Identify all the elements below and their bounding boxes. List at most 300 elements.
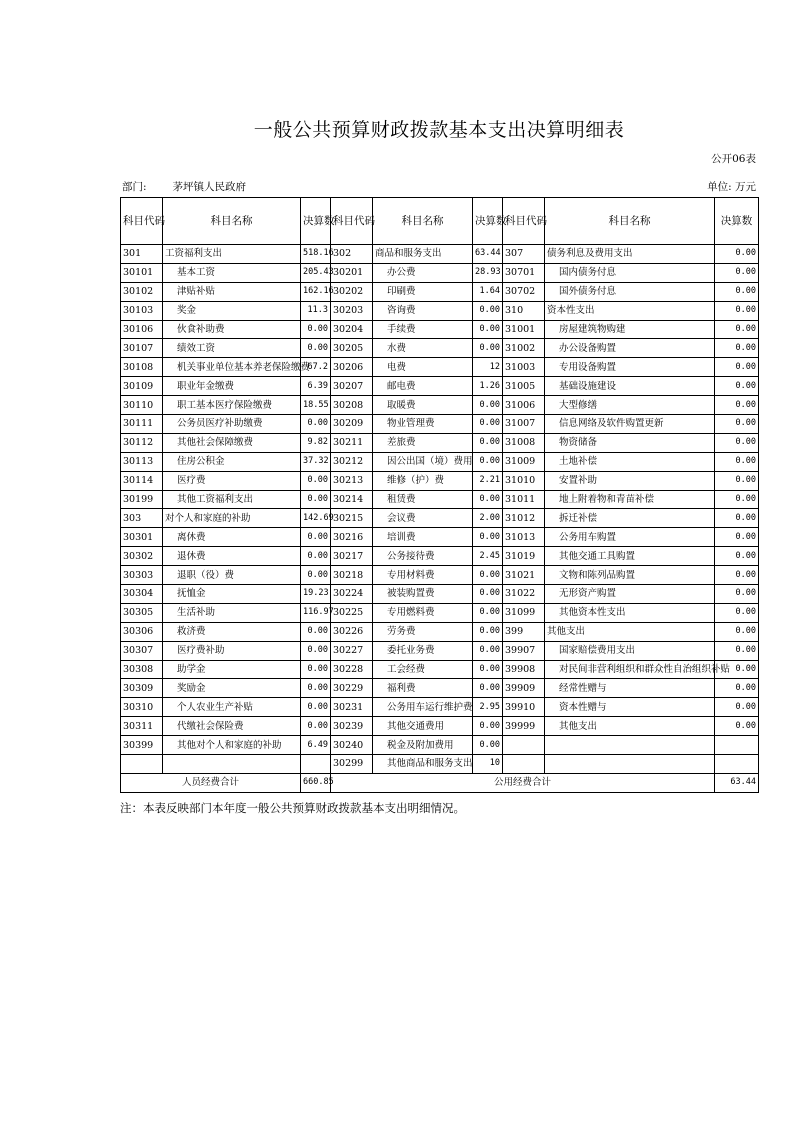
amount-cell: 0.00 xyxy=(301,698,331,717)
subject-name-cell: 公务员医疗补助缴费 xyxy=(163,415,301,434)
amount-cell: 0.00 xyxy=(715,698,759,717)
table-row xyxy=(121,660,759,679)
subject-code-cell: 30215 xyxy=(331,509,373,528)
subject-name-cell: 无形资产购置 xyxy=(545,585,715,604)
amount-cell: 0.00 xyxy=(473,339,503,358)
subject-name-cell: 咨询费 xyxy=(373,301,473,320)
table-row xyxy=(121,471,759,490)
subject-name-cell: 工会经费 xyxy=(373,660,473,679)
subject-name-cell: 公务用车运行维护费 xyxy=(373,698,473,717)
subject-name-cell: 伙食补助费 xyxy=(163,320,301,339)
subject-name-cell: 信息网络及软件购置更新 xyxy=(545,415,715,434)
amount-cell: 0.00 xyxy=(715,433,759,452)
subject-code-cell: 31011 xyxy=(503,490,545,509)
subject-code-cell: 307 xyxy=(503,245,545,264)
subject-code-cell: 30307 xyxy=(121,641,163,660)
subject-code-cell: 30309 xyxy=(121,679,163,698)
personnel-total-label: 人员经费合计 xyxy=(121,773,301,792)
subject-code-cell: 31001 xyxy=(503,320,545,339)
amount-cell: 0.00 xyxy=(301,717,331,736)
table-row xyxy=(121,509,759,528)
table-row xyxy=(121,566,759,585)
table-row xyxy=(121,358,759,377)
subject-name-cell: 劳务费 xyxy=(373,622,473,641)
amount-cell: 0.00 xyxy=(473,679,503,698)
subject-code-cell xyxy=(503,736,545,755)
subject-name-cell: 生活补助 xyxy=(163,603,301,622)
subject-code-cell: 31099 xyxy=(503,603,545,622)
subject-code-cell: 30203 xyxy=(331,301,373,320)
subject-name-cell: 租赁费 xyxy=(373,490,473,509)
subject-code-cell: 301 xyxy=(121,245,163,264)
subject-name-cell: 其他支出 xyxy=(545,717,715,736)
subject-name-cell: 其他工资福利支出 xyxy=(163,490,301,509)
subject-code-cell: 30311 xyxy=(121,717,163,736)
table-row xyxy=(121,698,759,717)
table-row xyxy=(121,585,759,604)
subject-name-cell: 物业管理费 xyxy=(373,415,473,434)
subject-name-cell: 专用设备购置 xyxy=(545,358,715,377)
amount-cell: 0.00 xyxy=(473,396,503,415)
subject-code-cell: 302 xyxy=(331,245,373,264)
table-row xyxy=(121,603,759,622)
table-row xyxy=(121,396,759,415)
subject-name-cell: 商品和服务支出 xyxy=(373,245,473,264)
subject-name-cell: 基本工资 xyxy=(163,263,301,282)
subject-code-cell: 31021 xyxy=(503,566,545,585)
subject-code-cell: 31022 xyxy=(503,585,545,604)
amount-cell: 18.55 xyxy=(301,396,331,415)
table-row xyxy=(121,717,759,736)
amount-cell: 6.49 xyxy=(301,736,331,755)
totals-row xyxy=(121,773,759,792)
amount-cell: 0.00 xyxy=(301,415,331,434)
subject-name-cell: 机关事业单位基本养老保险缴费 xyxy=(163,358,301,377)
amount-cell: 0.00 xyxy=(301,660,331,679)
subject-name-cell: 经常性赠与 xyxy=(545,679,715,698)
amount-cell: 0.00 xyxy=(715,490,759,509)
subject-code-cell: 31012 xyxy=(503,509,545,528)
subject-name-cell: 税金及附加费用 xyxy=(373,736,473,755)
amount-cell: 0.00 xyxy=(473,641,503,660)
personnel-total-value: 660.85 xyxy=(301,773,331,792)
amount-cell: 0.00 xyxy=(715,603,759,622)
table-row xyxy=(121,528,759,547)
subject-name-cell: 专用燃料费 xyxy=(373,603,473,622)
subject-name-cell: 因公出国（境）费用 xyxy=(373,452,473,471)
table-header-row xyxy=(121,198,759,245)
subject-code-cell: 31007 xyxy=(503,415,545,434)
department-line xyxy=(122,179,246,194)
subject-name-cell: 专用材料费 xyxy=(373,566,473,585)
public-total-label: 公用经费合计 xyxy=(331,773,715,792)
amount-cell: 0.00 xyxy=(715,717,759,736)
subject-code-cell: 30229 xyxy=(331,679,373,698)
subject-name-cell: 安置补助 xyxy=(545,471,715,490)
unit-label: 单位: 万元 xyxy=(707,181,756,193)
amount-cell: 205.43 xyxy=(301,263,331,282)
amount-cell: 0.00 xyxy=(715,509,759,528)
subject-code-cell: 30199 xyxy=(121,490,163,509)
amount-cell: 0.00 xyxy=(715,358,759,377)
subject-name-cell: 其他交通费用 xyxy=(373,717,473,736)
subject-name-cell: 津贴补贴 xyxy=(163,282,301,301)
amount-cell: 0.00 xyxy=(715,339,759,358)
subject-code-cell: 30114 xyxy=(121,471,163,490)
table-row xyxy=(121,679,759,698)
amount-cell: 0.00 xyxy=(301,320,331,339)
amount-cell: 0.00 xyxy=(715,679,759,698)
amount-cell: 0.00 xyxy=(473,660,503,679)
table-row xyxy=(121,755,759,774)
subject-code-cell: 30702 xyxy=(503,282,545,301)
table-row xyxy=(121,490,759,509)
subject-name-cell xyxy=(545,736,715,755)
amount-cell: 0.00 xyxy=(715,320,759,339)
amount-cell: 0.00 xyxy=(301,679,331,698)
subject-name-cell: 其他商品和服务支出 xyxy=(373,755,473,774)
subject-name-cell: 国内债务付息 xyxy=(545,263,715,282)
amount-cell: 2.95 xyxy=(473,698,503,717)
amount-cell: 19.23 xyxy=(301,585,331,604)
subject-name-cell: 取暖费 xyxy=(373,396,473,415)
amount-cell: 11.3 xyxy=(301,301,331,320)
table-row xyxy=(121,339,759,358)
subject-code-cell: 30101 xyxy=(121,263,163,282)
subject-code-cell: 30110 xyxy=(121,396,163,415)
subject-name-cell: 个人农业生产补贴 xyxy=(163,698,301,717)
subject-code-cell: 30306 xyxy=(121,622,163,641)
subject-code-cell: 30202 xyxy=(331,282,373,301)
subject-name-cell: 其他资本性支出 xyxy=(545,603,715,622)
subject-code-cell: 30224 xyxy=(331,585,373,604)
subject-code-cell: 30102 xyxy=(121,282,163,301)
amount-cell: 0.00 xyxy=(301,490,331,509)
subject-name-cell: 对个人和家庭的补助 xyxy=(163,509,301,528)
subject-code-cell: 310 xyxy=(503,301,545,320)
amount-cell: 2.21 xyxy=(473,471,503,490)
header-amount: 决算数 xyxy=(301,198,331,245)
subject-code-cell: 30227 xyxy=(331,641,373,660)
subject-code-cell: 31009 xyxy=(503,452,545,471)
amount-cell: 28.93 xyxy=(473,263,503,282)
amount-cell: 0.00 xyxy=(473,415,503,434)
amount-cell: 1.26 xyxy=(473,377,503,396)
subject-code-cell: 39908 xyxy=(503,660,545,679)
subject-name-cell: 绩效工资 xyxy=(163,339,301,358)
subject-name-cell: 救济费 xyxy=(163,622,301,641)
amount-cell: 0.00 xyxy=(301,471,331,490)
subject-name-cell: 资本性支出 xyxy=(545,301,715,320)
subject-name-cell: 办公设备购置 xyxy=(545,339,715,358)
amount-cell: 162.16 xyxy=(301,282,331,301)
header-amount: 决算数 xyxy=(715,198,759,245)
amount-cell: 2.45 xyxy=(473,547,503,566)
subject-code-cell xyxy=(503,755,545,774)
subject-name-cell: 水费 xyxy=(373,339,473,358)
header-code: 科目代码 xyxy=(121,198,163,245)
amount-cell: 0.00 xyxy=(715,585,759,604)
subject-code-cell: 31005 xyxy=(503,377,545,396)
header-code: 科目代码 xyxy=(503,198,545,245)
amount-cell: 12 xyxy=(473,358,503,377)
subject-name-cell: 其他社会保障缴费 xyxy=(163,433,301,452)
subject-code-cell: 31013 xyxy=(503,528,545,547)
subject-name-cell: 文物和陈列品购置 xyxy=(545,566,715,585)
subject-name-cell: 住房公积金 xyxy=(163,452,301,471)
subject-code-cell: 31008 xyxy=(503,433,545,452)
subject-code-cell: 30206 xyxy=(331,358,373,377)
subject-name-cell: 委托业务费 xyxy=(373,641,473,660)
amount-cell: 6.39 xyxy=(301,377,331,396)
subject-code-cell: 31006 xyxy=(503,396,545,415)
subject-code-cell: 39910 xyxy=(503,698,545,717)
subject-code-cell: 30106 xyxy=(121,320,163,339)
subject-name-cell: 退职（役）费 xyxy=(163,566,301,585)
form-number: 公开06表 xyxy=(711,153,756,165)
subject-code-cell: 30701 xyxy=(503,263,545,282)
subject-name-cell: 其他支出 xyxy=(545,622,715,641)
subject-code-cell: 30207 xyxy=(331,377,373,396)
amount-cell: 0.00 xyxy=(473,452,503,471)
subject-name-cell: 医疗费补助 xyxy=(163,641,301,660)
amount-cell: 0.00 xyxy=(473,566,503,585)
subject-code-cell: 39909 xyxy=(503,679,545,698)
subject-code-cell: 31003 xyxy=(503,358,545,377)
report-title: 一般公共预算财政拨款基本支出决算明细表 xyxy=(253,119,625,141)
subject-name-cell: 国外债务付息 xyxy=(545,282,715,301)
subject-code-cell: 30205 xyxy=(331,339,373,358)
amount-cell: 0.00 xyxy=(473,603,503,622)
subject-name-cell: 奖励金 xyxy=(163,679,301,698)
amount-cell: 0.00 xyxy=(715,245,759,264)
amount-cell: 116.97 xyxy=(301,603,331,622)
header-name: 科目名称 xyxy=(373,198,473,245)
amount-cell: 0.00 xyxy=(715,301,759,320)
subject-code-cell: 30239 xyxy=(331,717,373,736)
amount-cell xyxy=(715,736,759,755)
subject-name-cell: 工资福利支出 xyxy=(163,245,301,264)
amount-cell xyxy=(301,755,331,774)
amount-cell: 0.00 xyxy=(473,622,503,641)
subject-code-cell: 30308 xyxy=(121,660,163,679)
subject-name-cell: 土地补偿 xyxy=(545,452,715,471)
subject-name-cell: 基础设施建设 xyxy=(545,377,715,396)
department-label: 部门: xyxy=(122,181,147,193)
subject-code-cell: 30109 xyxy=(121,377,163,396)
amount-cell: 1.64 xyxy=(473,282,503,301)
subject-code-cell: 30204 xyxy=(331,320,373,339)
subject-name-cell: 职业年金缴费 xyxy=(163,377,301,396)
subject-code-cell: 30211 xyxy=(331,433,373,452)
amount-cell: 0.00 xyxy=(473,528,503,547)
subject-name-cell: 离休费 xyxy=(163,528,301,547)
subject-name-cell: 维修（护）费 xyxy=(373,471,473,490)
subject-code-cell: 30302 xyxy=(121,547,163,566)
subject-name-cell: 其他对个人和家庭的补助 xyxy=(163,736,301,755)
amount-cell: 67.2 xyxy=(301,358,331,377)
subject-name-cell xyxy=(545,755,715,774)
subject-name-cell: 房屋建筑物购建 xyxy=(545,320,715,339)
amount-cell: 518.16 xyxy=(301,245,331,264)
subject-code-cell: 30111 xyxy=(121,415,163,434)
amount-cell: 0.00 xyxy=(715,566,759,585)
amount-cell: 0.00 xyxy=(715,471,759,490)
subject-name-cell: 大型修缮 xyxy=(545,396,715,415)
amount-cell: 9.82 xyxy=(301,433,331,452)
subject-name-cell: 国家赔偿费用支出 xyxy=(545,641,715,660)
subject-code-cell: 30304 xyxy=(121,585,163,604)
subject-code-cell: 31010 xyxy=(503,471,545,490)
subject-name-cell: 退休费 xyxy=(163,547,301,566)
amount-cell: 0.00 xyxy=(715,622,759,641)
subject-code-cell: 30208 xyxy=(331,396,373,415)
subject-name-cell: 培训费 xyxy=(373,528,473,547)
amount-cell: 0.00 xyxy=(301,528,331,547)
amount-cell: 0.00 xyxy=(301,641,331,660)
table-row xyxy=(121,622,759,641)
amount-cell: 0.00 xyxy=(473,301,503,320)
amount-cell: 10 xyxy=(473,755,503,774)
header-code: 科目代码 xyxy=(331,198,373,245)
table-row xyxy=(121,452,759,471)
department-value: 茅坪镇人民政府 xyxy=(172,181,247,193)
amount-cell: 0.00 xyxy=(301,622,331,641)
subject-code-cell: 30214 xyxy=(331,490,373,509)
amount-cell: 0.00 xyxy=(715,396,759,415)
table-row xyxy=(121,263,759,282)
subject-code-cell: 30209 xyxy=(331,415,373,434)
amount-cell: 0.00 xyxy=(473,585,503,604)
subject-code-cell: 30113 xyxy=(121,452,163,471)
subject-name-cell: 公务接待费 xyxy=(373,547,473,566)
amount-cell: 0.00 xyxy=(715,415,759,434)
table-row xyxy=(121,320,759,339)
subject-name-cell: 公务用车购置 xyxy=(545,528,715,547)
subject-name-cell: 助学金 xyxy=(163,660,301,679)
amount-cell: 0.00 xyxy=(715,282,759,301)
subject-code-cell: 399 xyxy=(503,622,545,641)
amount-cell: 0.00 xyxy=(715,263,759,282)
subject-name-cell: 其他交通工具购置 xyxy=(545,547,715,566)
table-row xyxy=(121,641,759,660)
subject-name-cell: 电费 xyxy=(373,358,473,377)
amount-cell: 0.00 xyxy=(715,641,759,660)
amount-cell: 0.00 xyxy=(301,339,331,358)
table-row xyxy=(121,282,759,301)
subject-name-cell: 印刷费 xyxy=(373,282,473,301)
subject-code-cell: 30112 xyxy=(121,433,163,452)
subject-code-cell: 30303 xyxy=(121,566,163,585)
subject-code-cell: 30216 xyxy=(331,528,373,547)
subject-name-cell: 抚恤金 xyxy=(163,585,301,604)
subject-code-cell: 39907 xyxy=(503,641,545,660)
amount-cell: 0.00 xyxy=(473,320,503,339)
amount-cell: 0.00 xyxy=(301,547,331,566)
table-row xyxy=(121,245,759,264)
header-name: 科目名称 xyxy=(545,198,715,245)
subject-code-cell: 30228 xyxy=(331,660,373,679)
subject-code-cell xyxy=(121,755,163,774)
subject-name-cell: 会议费 xyxy=(373,509,473,528)
subject-code-cell: 30231 xyxy=(331,698,373,717)
table-row xyxy=(121,301,759,320)
subject-name-cell: 被装购置费 xyxy=(373,585,473,604)
amount-cell: 142.69 xyxy=(301,509,331,528)
subject-name-cell: 福利费 xyxy=(373,679,473,698)
expense-detail-table xyxy=(120,197,759,793)
subject-name-cell: 职工基本医疗保险缴费 xyxy=(163,396,301,415)
header-amount: 决算数 xyxy=(473,198,503,245)
subject-name-cell: 邮电费 xyxy=(373,377,473,396)
subject-name-cell: 代缴社会保险费 xyxy=(163,717,301,736)
subject-code-cell: 30213 xyxy=(331,471,373,490)
public-total-value: 63.44 xyxy=(715,773,759,792)
subject-code-cell: 31002 xyxy=(503,339,545,358)
subject-code-cell: 30226 xyxy=(331,622,373,641)
subject-name-cell: 对民间非营利组织和群众性自治组织补贴 xyxy=(545,660,715,679)
amount-cell: 0.00 xyxy=(473,717,503,736)
table-row xyxy=(121,377,759,396)
amount-cell: 0.00 xyxy=(301,566,331,585)
subject-name-cell: 物资储备 xyxy=(545,433,715,452)
amount-cell: 37.32 xyxy=(301,452,331,471)
table-note: 注：本表反映部门本年度一般公共预算财政拨款基本支出明细情况。 xyxy=(120,801,465,815)
subject-code-cell: 30108 xyxy=(121,358,163,377)
subject-code-cell: 30299 xyxy=(331,755,373,774)
subject-code-cell: 303 xyxy=(121,509,163,528)
table-row xyxy=(121,547,759,566)
table-row xyxy=(121,433,759,452)
amount-cell: 0.00 xyxy=(473,433,503,452)
subject-code-cell: 30103 xyxy=(121,301,163,320)
amount-cell: 0.00 xyxy=(715,528,759,547)
subject-name-cell xyxy=(163,755,301,774)
subject-code-cell: 30305 xyxy=(121,603,163,622)
amount-cell: 0.00 xyxy=(715,452,759,471)
subject-name-cell: 债务利息及费用支出 xyxy=(545,245,715,264)
table-row xyxy=(121,415,759,434)
subject-name-cell: 医疗费 xyxy=(163,471,301,490)
subject-code-cell: 31019 xyxy=(503,547,545,566)
subject-name-cell: 奖金 xyxy=(163,301,301,320)
subject-code-cell: 39999 xyxy=(503,717,545,736)
amount-cell: 2.00 xyxy=(473,509,503,528)
subject-code-cell: 30212 xyxy=(331,452,373,471)
amount-cell: 0.00 xyxy=(473,490,503,509)
subject-code-cell: 30217 xyxy=(331,547,373,566)
subject-code-cell: 30218 xyxy=(331,566,373,585)
subject-name-cell: 地上附着物和青苗补偿 xyxy=(545,490,715,509)
subject-name-cell: 差旅费 xyxy=(373,433,473,452)
subject-name-cell: 办公费 xyxy=(373,263,473,282)
amount-cell: 0.00 xyxy=(715,660,759,679)
subject-code-cell: 30240 xyxy=(331,736,373,755)
subject-code-cell: 30301 xyxy=(121,528,163,547)
subject-name-cell: 拆迁补偿 xyxy=(545,509,715,528)
subject-name-cell: 手续费 xyxy=(373,320,473,339)
subject-code-cell: 30399 xyxy=(121,736,163,755)
amount-cell xyxy=(715,755,759,774)
subject-code-cell: 30107 xyxy=(121,339,163,358)
subject-code-cell: 30310 xyxy=(121,698,163,717)
table-row xyxy=(121,736,759,755)
amount-cell: 63.44 xyxy=(473,245,503,264)
amount-cell: 0.00 xyxy=(715,377,759,396)
amount-cell: 0.00 xyxy=(473,736,503,755)
subject-code-cell: 30225 xyxy=(331,603,373,622)
subject-name-cell: 资本性赠与 xyxy=(545,698,715,717)
